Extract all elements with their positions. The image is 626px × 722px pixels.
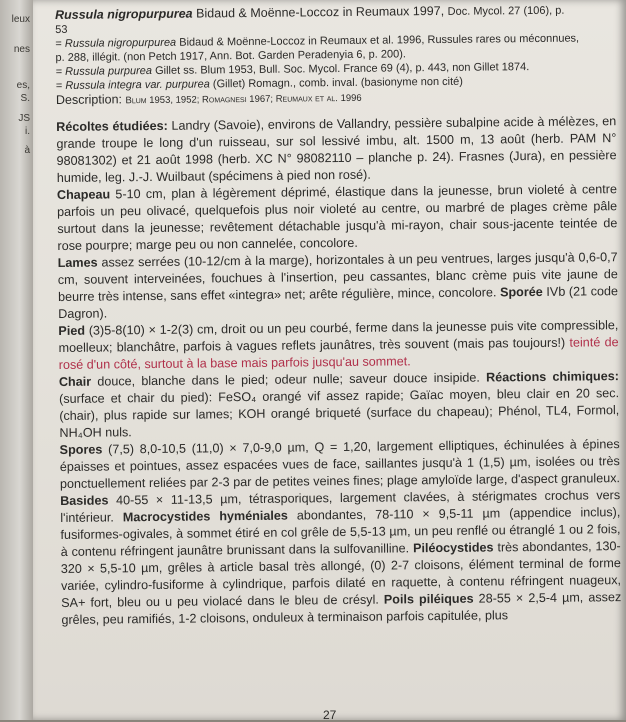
margin-fragment: nes [13,44,30,55]
pied-text: (3)5-8(10) × 1-2(3) cm, droit ou un peu courbé, ferme dans la jeunesse puis vite compressible, moelleux; blanchâtre, parfois à vagues reflets jaunâtres, très souvent (mais pas toujours!) [58,318,619,355]
pied-highlight: teinté de rosé d'un côté, surtout à la base mais parfois jusqu'au sommet. [58,335,619,372]
macrocystides-label: Macrocystides hyméniales [122,508,288,525]
description-refs: Blum 1953, 1952; Romagnesi 1967; Reumaux et al. 1996 [125,92,362,107]
synonym-citation: Gillet ss. Blum 1953, Bull. Soc. Mycol. France 69 (4), p. 443, non Gillet 1874. [154,61,530,77]
paragraph-pied [58,317,619,374]
paragraph-chair [59,368,620,442]
margin-fragment: S. [20,93,30,104]
text-column [55,2,621,629]
synonym-name: Russula nigropurpurea [64,36,177,50]
margin-fragment: leux [11,14,30,25]
description-body [56,113,621,629]
adjacent-page-margin [0,0,36,720]
page-number: 27 [323,708,337,722]
paragraph-chapeau [57,181,618,255]
synonym-name: Russula purpurea [65,64,153,78]
recoltes-label: Récoltes étudiées: [56,118,168,134]
synonym-prefix: = [55,37,65,50]
pileocystides-text: très abondantes, 130-320 × 5,5-10 µm, grêles à article basal très allongé, (0) 2-7 cloisons, élément terminal de forme variée, cylindro-fusiforme à cylindrique, parfois dilaté en raquette, à contenu réfringent nuageux, SA+ fort, bleu ou u peu violacé dans le bleu de crésyl. [60,539,622,610]
taxon-name: Russula nigropurpurea [55,6,193,22]
synonym-name: Russula integra var. purpurea [65,78,210,92]
chair-label: Chair [58,374,92,389]
recoltes-text: Landry (Savoie), environs de Vallandry, pessière subalpine acide à mélèzes, en grande troupe le long d'un ruisseau, sur sol lessivé imbu, alt. 1500 m, 13 août (herb. PAM N° 98081302) et 21 août 1998 (herb. XC N° 98082110 – planche p. 24). Frasnes (Jura), en pessière humide, leg. J.-J. Wuilbaut (spécimens à pied non rosé). [56,114,617,185]
paragraph-spores [60,436,622,629]
macrocystides-text: abondantes, 78-110 × 9,5-11 µm (appendice inclus), fusiformes-ogivales, à sommet étiré en col grêle de 5,5-13 µm, un peu renflé ou étranglé 1 ou 2 fois, à contenu réfringent jaunâtre brunissant dans la sulfovanilline. [60,505,621,559]
poils-label: Poils piléiques [383,591,474,607]
chapeau-label: Chapeau [56,187,111,202]
pied-label: Pied [58,323,86,338]
spores-text: (7,5) 8,0-10,5 (11,0) × 7,0-9,0 µm, Q = 1,20, largement elliptiques, échinulées à épines épaisses et pointues, assez espacées vues de face, saillantes jusqu'à 1 (1,5) µm, isolées ou très ponctuellement reliées par 2-3 par de petites veines fines; plage amyloïde large, d'aspect granuleux. [59,437,621,491]
margin-fragment: es, [16,80,30,91]
taxon-reference: Doc. Mycol. 27 (106), p. [447,4,565,18]
margin-fragment: à [24,145,30,156]
reactions-text: (surface et chair du pied): FeSO₄ orangé vif assez rapide; Gaïac moyen, bleu clair en 20 sec. (chair), plus rapide sur lames; KOH orangé briqueté (surface du chapeau); Phénol, TL4, Formol, NH₄OH nuls. [59,386,620,440]
sporee-text: IVb (21 code Dagron). [58,284,619,321]
margin-fragment: i. [25,126,30,137]
synonym-prefix: = [55,65,66,78]
pileocystides-label: Piléocystides [412,540,494,556]
basides-label: Basides [60,493,109,508]
poils-text: 28-55 × 2,5-4 µm, assez grêles, peu ramifiés, 1-2 cloisons, onduleux à terminaison parfois capitulée, plus [61,590,622,627]
lames-text: assez serrées (10-12/cm à la marge), horizontales à un peu ventrues, larges jusqu'à 0,6-0,7 cm, souvent interveinées, fouchues à l'insertion, peu cassantes, blanc crème puis vite jaune de beurre très intense, sans effet «integra» net; arête régulière, mince, concolore. [57,250,618,304]
taxon-page: 53 [55,23,68,36]
chapeau-text: 5-10 cm, plan à légèrement déprimé, élastique dans la jeunesse, brun violeté à centre parfois un peu olivacé, quelquefois plus noir violeté au centre, ou marbré de plages crème pâle surtout dans la jeunesse; revêtement détachable jusqu'à mi-rayon, chair sous-jacente teintée de rose pourpre; marge peu ou non cannelée, concolore. [57,182,618,253]
reactions-label: Réactions chimiques: [485,369,619,385]
document-page [33,0,626,720]
lames-label: Lames [57,255,98,270]
paragraph-lames [58,249,619,323]
taxon-authority: Bidaud & Moënne-Loccoz in Reumaux 1997, [196,3,445,21]
nomenclature-block [55,2,616,109]
margin-fragment: JS [18,113,30,124]
sporee-label: Sporée [499,284,543,300]
synonym-citation-cont: p. 288, illégit. (non Petch 1917, Ann. Bot. Garden Peradenyia 6, p. 200). [55,48,406,64]
synonym-citation: Bidaud & Moënne-Loccoz in Reumaux et al. 1996, Russules rares ou méconnues, [179,32,580,49]
synonym-prefix: = [55,79,66,92]
basides-text: 40-55 × 11-13,5 µm, tétrasporiques, largement clavées, à stérigmates crochus vers l'intérieur. [60,488,621,525]
paragraph-recoltes [56,113,617,187]
chair-text: douce, blanche dans le pied; odeur nulle; saveur douce insipide. [97,370,480,389]
description-label: Description: [55,92,123,107]
spores-label: Spores [59,442,103,457]
synonym-citation: (Gillet) Romagn., comb. inval. (basionyme non cité) [212,75,463,91]
